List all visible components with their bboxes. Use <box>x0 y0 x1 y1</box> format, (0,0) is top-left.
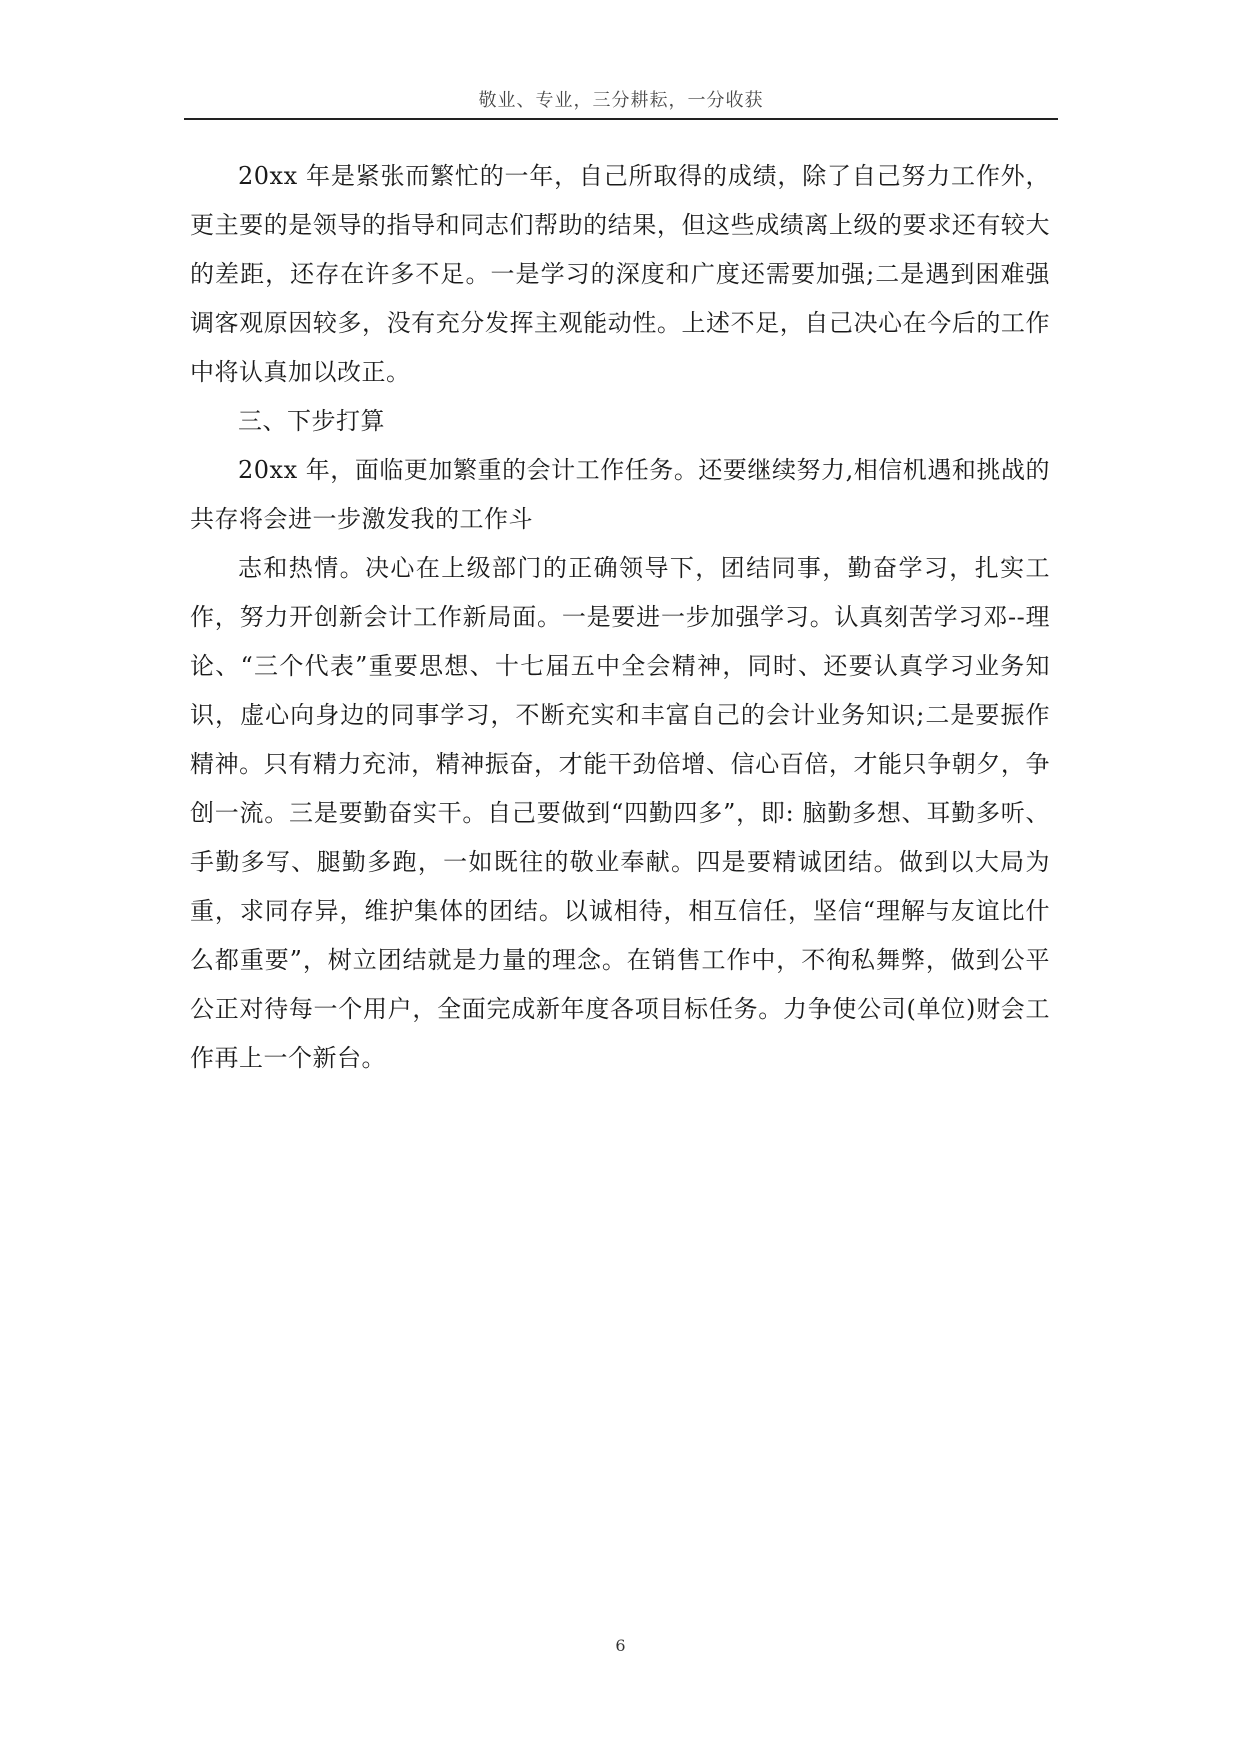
document-body <box>190 152 1050 1083</box>
paragraph-plan-intro: 20xx 年，面临更加繁重的会计工作任务。还要继续努力,相信机遇和挑战的共存将会进一步激发我的工作斗 <box>190 456 1050 533</box>
page-header <box>184 84 1058 120</box>
paragraph-plan-details: 志和热情。决心在上级部门的正确领导下，团结同事，勤奋学习，扎实工作，努力开创新会计工作新局面。一是要进一步加强学习。认真刻苦学习邓--理论、“三个代表”重要思想、十七届五中全会精神，同时、还要认真学习业务知识，虚心向身边的同事学习，不断充实和丰富自己的会计业务知识;二是要振作精神。只有精力充沛，精神振奋，才能干劲倍增、信心百倍，才能只争朝夕，争创一流。三是要勤奋实干。自己要做到“四勤四多”，即: 脑勤多想、耳勤多听、手勤多写、腿勤多跑，一如既往的敬业奉献。四是要精诚团结。做到以大局为重，求同存异，维护集体的团结。以诚相待，相互信任，坚信“理解与友谊比什么都重要”，树立团结就是力量的理念。在销售工作中，不徇私舞弊，做到公平公正对待每一个用户，全面完成新年度各项目标任务。力争使公司(单位)财会工作再上一个新台。 <box>190 554 1050 1072</box>
page-number: 6 <box>615 1636 626 1655</box>
section-heading-next-plan: 三、下步打算 <box>238 407 385 435</box>
paragraph-summary: 20xx 年是紧张而繁忙的一年，自己所取得的成绩，除了自己努力工作外，更主要的是领导的指导和同志们帮助的结果，但这些成绩离上级的要求还有较大的差距，还存在许多不足。一是学习的深度和广度还需要加强;二是遇到困难强调客观原因较多，没有充分发挥主观能动性。上述不足，自己决心在今后的工作中将认真加以改正。 <box>190 162 1050 386</box>
header-text: 敬业、专业，三分耕耘，一分收获 <box>478 90 764 111</box>
